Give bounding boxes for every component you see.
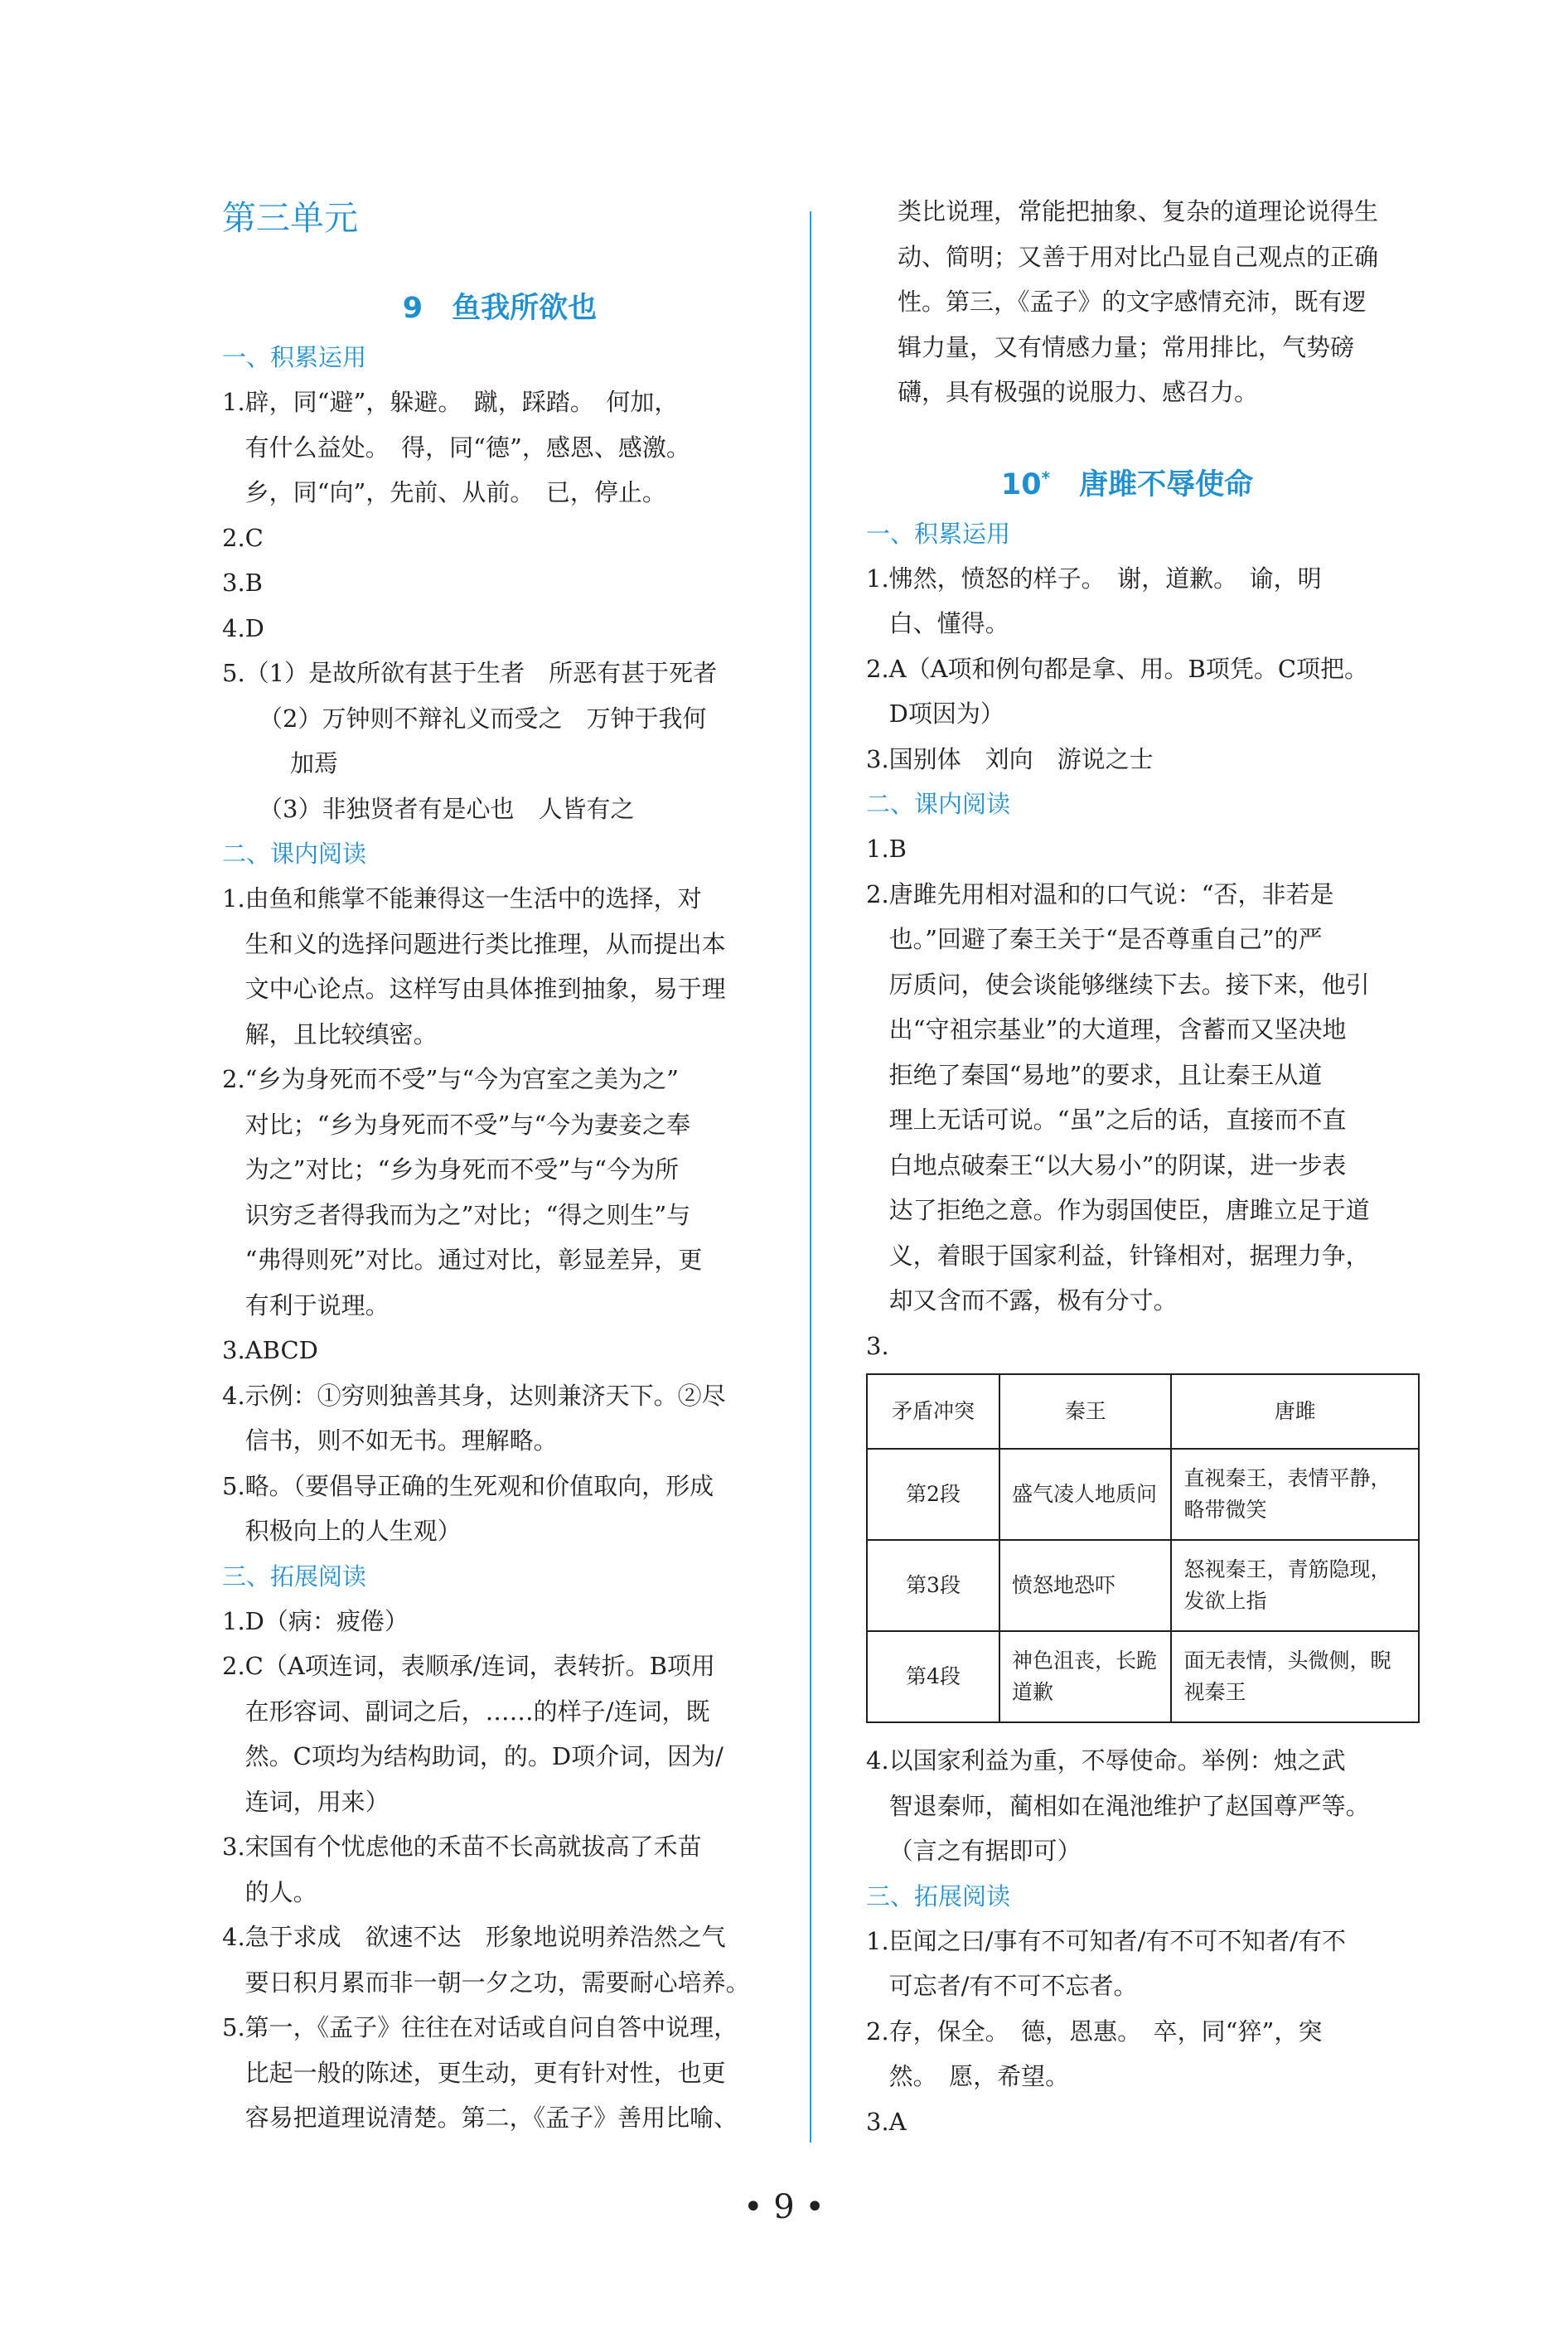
text-line: 然。 愿，希望。 <box>888 2062 1070 2090</box>
item-number: 5. <box>222 2013 245 2041</box>
item-text <box>245 1328 777 1373</box>
column-divider <box>810 211 811 2143</box>
item-text <box>889 646 1388 737</box>
item-number: 3. <box>222 1833 245 1861</box>
text-line: 有利于说理。 <box>244 1290 390 1319</box>
text-line: 识穷乏者得我而为之”对比；“得之则生”与 <box>244 1200 691 1229</box>
lesson-spacer <box>423 292 452 325</box>
table-header-row <box>867 1374 1419 1449</box>
item-number: 3. <box>222 1336 245 1364</box>
reading-item <box>866 1324 1388 1369</box>
reading-item <box>222 1328 777 1373</box>
text-line: 却又含而不露，极有分寸。 <box>888 1286 1178 1315</box>
text-line: 要日积月累而非一朝一夕之功，需要耐心培养。 <box>244 1968 750 1997</box>
text-line: 辑力量，又有情感力量；常用排比，气势磅 <box>898 332 1355 361</box>
text-line: （1）是故所欲有甚于生者 所恶有甚于死者 <box>244 659 718 687</box>
text-line: A <box>888 2107 907 2136</box>
table-row <box>867 1449 1419 1540</box>
text-line: 宋国有个忧虑他的禾苗不长高就拔高了禾苗 <box>244 1833 702 1861</box>
accum-item <box>866 737 1388 782</box>
item-text <box>245 1057 777 1328</box>
item-number: 3. <box>222 569 245 597</box>
text-line: 为之”对比；“乡为身死而不受”与“今为所 <box>244 1155 679 1184</box>
text-line: 信书，则不如无书。理解略。 <box>244 1426 558 1455</box>
text-line: ABCD <box>244 1336 318 1364</box>
table-header-cell: 矛盾冲突 <box>867 1374 999 1449</box>
text-line: 的人。 <box>244 1877 317 1906</box>
extended-item <box>222 1599 777 1644</box>
item-text <box>245 560 777 606</box>
text-line: 连词，用来） <box>244 1787 390 1816</box>
table-cell: 第4段 <box>867 1631 999 1722</box>
reading-item <box>866 1738 1388 1874</box>
text-line: A（A项和例句都是拿、用。B项凭。C项把。 <box>888 654 1369 683</box>
item-number: 1. <box>866 835 889 863</box>
text-line: 礴，具有极强的说服力、感召力。 <box>898 378 1259 406</box>
reading-item <box>222 1373 777 1464</box>
item-number: 1. <box>866 564 889 593</box>
lesson-title <box>222 285 777 327</box>
lesson-name: 唐雎不辱使命 <box>1079 467 1254 501</box>
table-header-cell: 唐雎 <box>1171 1374 1419 1449</box>
table-cell: 面无表情，头微侧，睨视秦王 <box>1171 1631 1419 1722</box>
accum-item <box>222 606 777 651</box>
continued-answer <box>866 189 1388 415</box>
left-column <box>222 191 777 2141</box>
table-cell: 怒视秦王，青筋隐现，发欲上指 <box>1171 1540 1419 1631</box>
accum-item <box>222 651 777 696</box>
q5-sub2 <box>222 696 777 787</box>
item-text <box>245 1599 777 1644</box>
reading-item <box>222 1464 777 1554</box>
section-heading: 二、课内阅读 <box>866 790 1011 818</box>
item-text <box>245 1824 777 1915</box>
text-line: 第一，《孟子》往往在对话或自问自答中说理， <box>244 2013 738 2041</box>
reading-item <box>222 1057 777 1328</box>
item-number: 3. <box>866 744 889 773</box>
text-line: 怫然，愤怒的样子。 谢，道歉。 谕，明 <box>888 564 1322 593</box>
table-cell: 直视秦王，表情平静，略带微笑 <box>1171 1449 1419 1540</box>
text-line: 有什么益处。 得，同“德”，感恩、感激。 <box>244 433 690 462</box>
q5-sub3: （3）非独贤者有是心也 人皆有之 <box>259 794 635 823</box>
item-text <box>245 1644 777 1824</box>
text-line: 生和义的选择问题进行类比推理，从而提出本 <box>244 929 726 958</box>
section-heading: 三、拓展阅读 <box>866 1881 1011 1910</box>
text-line: 理上无话可说。“虽”之后的话，直接而不直 <box>888 1106 1347 1134</box>
text-line: 白地点破秦王“以大易小”的阴谋，进一步表 <box>888 1150 1347 1179</box>
table-cell: 第3段 <box>867 1540 999 1631</box>
right-column <box>866 189 1391 2144</box>
unit-title: 第三单元 <box>222 198 358 238</box>
item-number: 4. <box>222 1923 245 1951</box>
page-number: • 9 • <box>743 2188 825 2226</box>
item-text <box>245 1464 777 1554</box>
text-line: （2）万钟则不辩礼义而受之 万钟于我何 <box>259 704 707 733</box>
section-heading: 三、拓展阅读 <box>222 1562 367 1591</box>
extended-item <box>866 2009 1388 2099</box>
table-cell: 愤怒地恐吓 <box>999 1540 1171 1631</box>
extended-item <box>222 1915 777 2005</box>
item-number: 2. <box>222 523 245 552</box>
item-number: 5. <box>222 659 245 687</box>
text-line: 性。第三，《孟子》的文字感情充沛，既有逻 <box>898 288 1367 316</box>
table-row <box>867 1540 1419 1631</box>
text-line: “弗得则死”对比。通过对比，彰显差异，更 <box>244 1246 703 1274</box>
item-text <box>889 1324 1388 1369</box>
text-line: 达了拒绝之意。作为弱国使臣，唐雎立足于道 <box>888 1196 1370 1224</box>
item-text <box>889 1919 1388 2009</box>
accum-item <box>866 556 1388 646</box>
text-line: D <box>244 613 264 642</box>
item-text <box>245 516 777 561</box>
item-number: 2. <box>866 654 889 683</box>
lesson-number: 10 <box>1000 467 1042 501</box>
item-number: 1. <box>222 884 245 913</box>
text-line: 急于求成 欲速不达 形象地说明养浩然之气 <box>244 1923 726 1951</box>
text-line: 然。C项均为结构助词，的。D项介词，因为/ <box>244 1742 724 1770</box>
text-line: 出“守祖宗基业”的大道理，含蓄而又坚决地 <box>888 1015 1347 1043</box>
item-text <box>889 2099 1388 2145</box>
extended-item <box>866 1919 1388 2009</box>
text-line: 示例：①穷则独善其身，达则兼济天下。②尽 <box>244 1381 726 1410</box>
lesson-star: * <box>1041 467 1051 487</box>
item-number: 5. <box>222 1471 245 1500</box>
reading-item <box>866 826 1388 872</box>
spacer <box>866 415 1388 462</box>
lesson-name: 鱼我所欲也 <box>452 292 598 325</box>
item-text <box>889 826 1388 872</box>
item-text <box>889 872 1388 1324</box>
item-number: 3. <box>866 2107 889 2136</box>
item-number: 4. <box>222 613 245 642</box>
extended-item <box>866 2099 1388 2145</box>
text-line: 臣闻之曰/事有不可知者/有不可不知者/有不 <box>888 1926 1346 1955</box>
item-text <box>245 651 777 696</box>
text-line: 辟，同“避”，躲避。 蹴，踩踏。 何加， <box>244 388 679 416</box>
text-line: 对比；“乡为身死而不受”与“今为妻妾之奉 <box>244 1110 691 1139</box>
reading-item <box>866 872 1388 1324</box>
item-number: 1. <box>866 1926 889 1955</box>
text-line: 文中心论点。这样写由具体推到抽象，易于理 <box>244 975 726 1003</box>
item-number: 2. <box>866 2017 889 2046</box>
accum-item <box>866 646 1388 737</box>
text-line: C <box>244 523 264 552</box>
item-text <box>889 1738 1388 1874</box>
item-number: 4. <box>866 1746 889 1775</box>
text-line: 存，保全。 德，恩惠。 卒，同“猝”，突 <box>888 2017 1323 2046</box>
text-line: C（A项连词，表顺承/连词，表转折。B项用 <box>244 1652 715 1680</box>
text-line: 类比说理，常能把抽象、复杂的道理论说得生 <box>898 197 1379 225</box>
table-cell: 盛气凌人地质问 <box>999 1449 1171 1540</box>
text-line: D项因为） <box>888 700 1004 728</box>
item-text <box>245 380 777 516</box>
text-line: 拒绝了秦国“易地”的要求，且让秦王从道 <box>888 1060 1323 1089</box>
extended-item <box>222 2005 777 2141</box>
text-line: 积极向上的人生观） <box>244 1517 462 1545</box>
text-line: 以国家利益为重，不辱使命。举例：烛之武 <box>888 1746 1346 1775</box>
text-line: “乡为身死而不受”与“今为宫室之美为之” <box>244 1065 679 1093</box>
conflict-table <box>866 1373 1420 1723</box>
text-line: 动、简明；又善于用对比凸显自己观点的正确 <box>898 242 1379 271</box>
text-line: B <box>244 569 263 597</box>
section-heading: 一、积累运用 <box>222 343 367 371</box>
extended-item <box>222 1824 777 1915</box>
text-line: 乡，同“向”，先前、从前。 已，停止。 <box>244 478 666 506</box>
item-text <box>245 1915 777 2005</box>
item-text <box>245 606 777 651</box>
item-text <box>889 737 1388 782</box>
item-number: 2. <box>866 879 889 908</box>
lesson-title <box>866 462 1388 503</box>
accum-item <box>222 560 777 606</box>
section-heading: 一、积累运用 <box>866 519 1011 548</box>
lesson-number: 9 <box>402 292 423 325</box>
item-text <box>889 556 1388 646</box>
text-line: （言之有据即可） <box>888 1837 1082 1865</box>
item-number: 2. <box>222 1652 245 1680</box>
item-text <box>245 2005 777 2141</box>
table-row <box>867 1631 1419 1722</box>
text-line: 国别体 刘向 游说之士 <box>888 744 1154 773</box>
item-text <box>889 2009 1388 2099</box>
text-line: 义，着眼于国家利益，针锋相对，据理力争， <box>888 1241 1370 1270</box>
item-number: 2. <box>222 1065 245 1093</box>
item-number: 1. <box>222 1606 245 1635</box>
item-number: 4. <box>222 1381 245 1410</box>
item-number: 1. <box>222 388 245 416</box>
table-cell: 神色沮丧，长跪道歉 <box>999 1631 1171 1722</box>
text-line: 厉质问，使会谈能够继续下去。接下来，他引 <box>888 970 1370 999</box>
item-number: 3. <box>866 1331 889 1360</box>
text-line: 比起一般的陈述，更生动，更有针对性，也更 <box>244 2058 726 2087</box>
reading-item <box>222 876 777 1057</box>
text-line: 也。”回避了秦王关于“是否尊重自己”的严 <box>888 925 1323 953</box>
text-line: 白、懂得。 <box>888 609 1009 637</box>
text-line: 解，且比较缜密。 <box>244 1019 438 1048</box>
text-line: 在形容词、副词之后，……的样子/连词，既 <box>244 1697 710 1726</box>
lesson-spacer <box>1050 468 1079 501</box>
text-line: D（病：疲倦） <box>244 1606 409 1635</box>
text-line: 唐雎先用相对温和的口气说：“否，非若是 <box>888 879 1334 908</box>
item-text <box>245 876 777 1057</box>
text-line: B <box>888 835 907 863</box>
table-cell: 第2段 <box>867 1449 999 1540</box>
text-line: 容易把道理说清楚。第二，《孟子》善用比喻、 <box>244 2104 738 2132</box>
accum-item <box>222 380 777 516</box>
extended-item <box>222 1644 777 1824</box>
text-line: 可忘者/有不可不忘者。 <box>888 1972 1138 2000</box>
text-line: 略。（要倡导正确的生死观和价值取向，形成 <box>244 1471 714 1500</box>
section-heading: 二、课内阅读 <box>222 840 367 868</box>
table-header-cell: 秦王 <box>999 1374 1171 1449</box>
item-text <box>245 1373 777 1464</box>
accum-item <box>222 516 777 561</box>
text-line: 加焉 <box>290 749 339 777</box>
text-line: 由鱼和熊掌不能兼得这一生活中的选择，对 <box>244 884 702 913</box>
text-line: 智退秦师，蔺相如在渑池维护了赵国尊严等。 <box>888 1791 1370 1820</box>
